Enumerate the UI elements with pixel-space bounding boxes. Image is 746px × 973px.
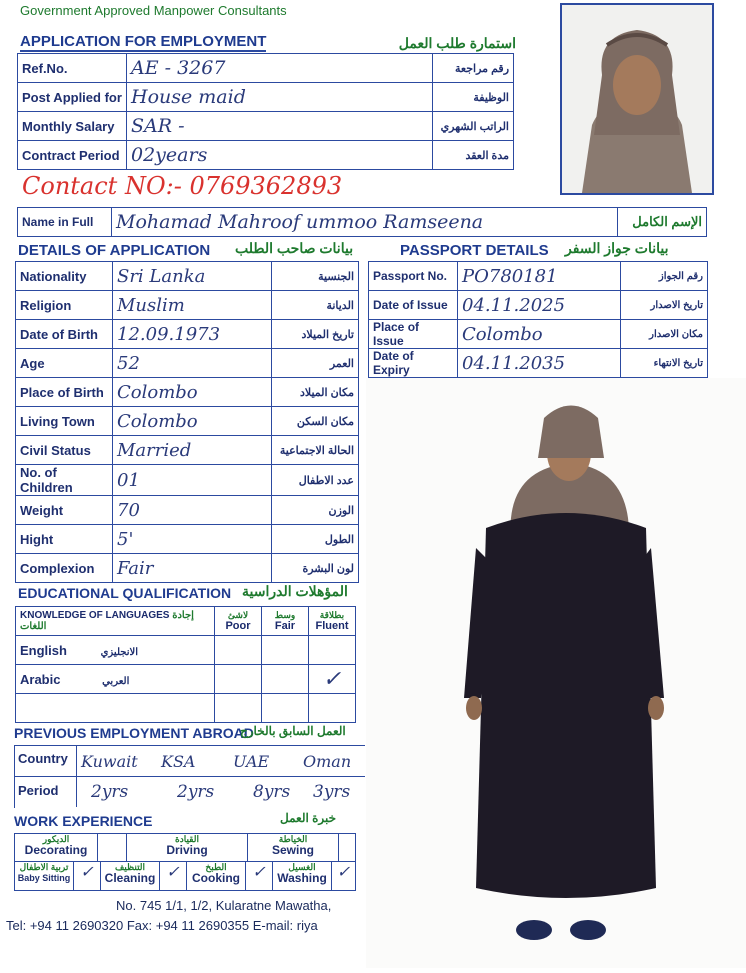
english-poor (215, 636, 262, 665)
table-row (369, 349, 708, 378)
country-3: UAE (233, 751, 270, 771)
passport-value: Colombo (458, 320, 621, 349)
fair-col (262, 607, 309, 636)
work-cleaning-label: Cleaning (104, 871, 156, 885)
table-row (16, 407, 359, 436)
table-row (16, 465, 359, 496)
post-value: House maid (127, 83, 433, 112)
prev-employment-box (14, 745, 365, 808)
period-row (15, 777, 365, 807)
empty-cell (309, 694, 356, 723)
english-fair (262, 636, 309, 665)
detail-label: Place of Birth (16, 378, 113, 407)
prev-title-ar: العمل السابق بالخارج (240, 724, 346, 738)
detail-label: Hight (16, 525, 113, 554)
detail-value: Muslim (113, 291, 272, 320)
salary-label: Monthly Salary (18, 112, 127, 141)
table-row (18, 112, 514, 141)
country-2: KSA (161, 751, 196, 771)
detail-label-ar: الحالة الاجتماعية (272, 436, 359, 465)
detail-label: Complexion (16, 554, 113, 583)
poor-label: Poor (225, 620, 251, 632)
table-row (18, 83, 514, 112)
footer-contact: Tel: +94 11 2690320 Fax: +94 11 2690355 E-mail: riya (6, 918, 318, 933)
work-title: WORK EXPERIENCE (14, 813, 153, 829)
work-cooking-label: Cooking (192, 871, 240, 885)
table-row (16, 665, 356, 694)
work-sewing-label: Sewing (271, 843, 314, 857)
detail-label: No. of Children (16, 465, 113, 496)
detail-value: Colombo (113, 378, 272, 407)
passport-value: 04.11.2025 (458, 291, 621, 320)
company-tagline: Government Approved Manpower Consultants (20, 3, 287, 18)
ref-label: Ref.No. (18, 54, 127, 83)
passport-value: 04.11.2035 (458, 349, 621, 378)
detail-label-ar: الديانة (272, 291, 359, 320)
detail-label-ar: الجنسية (272, 262, 359, 291)
work-cooking-ar: الطبخ (205, 862, 227, 872)
work-babysitting-ar: تربية الاطفال (19, 862, 69, 872)
salary-value: SAR - (127, 112, 433, 141)
country-row (15, 746, 365, 777)
country-4: Oman (303, 751, 352, 771)
work-row-2 (14, 861, 356, 891)
details-table (15, 261, 359, 583)
detail-label: Date of Birth (16, 320, 113, 349)
work-sewing-check (339, 834, 355, 862)
table-row (16, 694, 356, 723)
lang-header-cell (16, 607, 215, 636)
lang-arabic-label: Arabic (20, 671, 61, 687)
lang-arabic-ar: العربي (102, 675, 130, 687)
full-name-table (17, 207, 707, 237)
fluent-col (309, 607, 356, 636)
detail-label: Religion (16, 291, 113, 320)
table-row (18, 141, 514, 170)
work-driving (127, 834, 248, 862)
work-babysitting-check: ✓ (74, 862, 101, 890)
work-babysitting (15, 862, 74, 890)
fluent-ar: بطلاقة (319, 610, 345, 620)
passport-label: Place of Issue (369, 320, 458, 349)
table-row (16, 636, 356, 665)
work-cleaning-ar: التنظيف (114, 862, 146, 872)
work-cooking-check: ✓ (246, 862, 273, 890)
ref-value: AE - 3267 (127, 54, 433, 83)
work-driving-label: Driving (166, 843, 208, 857)
table-row (16, 436, 359, 465)
work-sewing-ar: الخياطة (278, 834, 308, 844)
form-title-ar: استمارة طلب العمل (398, 35, 516, 51)
work-washing-ar: الغسيل (288, 862, 316, 872)
detail-label-ar: الطول (272, 525, 359, 554)
detail-label-ar: العمر (272, 349, 359, 378)
lang-english-label: English (20, 642, 67, 658)
table-row (16, 378, 359, 407)
work-sewing (248, 834, 339, 862)
post-label-ar: الوظيفة (433, 83, 514, 112)
passport-title: PASSPORT DETAILS (400, 242, 549, 259)
work-washing (273, 862, 332, 890)
detail-label-ar: تاريخ الميلاد (272, 320, 359, 349)
detail-label: Nationality (16, 262, 113, 291)
table-row (369, 320, 708, 349)
contract-value: 02years (127, 141, 433, 170)
work-babysitting-label: Baby Sitting (17, 873, 71, 883)
portrait-photo (560, 3, 714, 195)
work-row-1 (14, 833, 356, 862)
detail-value: 01 (113, 465, 272, 496)
work-cleaning-check: ✓ (160, 862, 187, 890)
country-1: Kuwait (81, 751, 138, 771)
detail-value: 70 (113, 496, 272, 525)
salary-label-ar: الراتب الشهري (433, 112, 514, 141)
details-title-ar: بيانات صاحب الطلب (235, 240, 354, 256)
contact-number: Contact NO:- 0769362893 (22, 172, 343, 200)
prev-title: PREVIOUS EMPLOYMENT ABROAD (14, 725, 254, 741)
empty-cell (215, 694, 262, 723)
post-label: Post Applied for (18, 83, 127, 112)
table-row (16, 262, 359, 291)
arabic-fluent-check: ✓ (309, 665, 356, 694)
period-2: 2yrs (177, 782, 215, 802)
period-label: Period (15, 777, 77, 807)
empty-cell (16, 694, 215, 723)
work-washing-label: Washing (277, 871, 327, 885)
work-decorating-label: Decorating (24, 843, 88, 857)
table-row (369, 291, 708, 320)
work-cooking (187, 862, 246, 890)
detail-label-ar: عدد الاطفال (272, 465, 359, 496)
table-row (18, 54, 514, 83)
lang-header-ar: إجادة اللغات (20, 610, 194, 632)
full-name-label: Name in Full (18, 208, 112, 237)
fluent-label: Fluent (315, 620, 349, 632)
detail-label: Weight (16, 496, 113, 525)
period-1: 2yrs (91, 782, 129, 802)
work-title-ar: خبرة العمل (280, 811, 337, 825)
table-row (18, 208, 707, 237)
passport-label: Passport No. (369, 262, 458, 291)
passport-table (368, 261, 708, 378)
period-3: 8yrs (253, 782, 291, 802)
passport-label-ar: رقم الجواز (621, 262, 708, 291)
work-washing-check: ✓ (336, 862, 351, 881)
contract-label: Contract Period (18, 141, 127, 170)
passport-label-ar: تاريخ الاصدار (621, 291, 708, 320)
detail-label-ar: الوزن (272, 496, 359, 525)
languages-table (15, 606, 356, 723)
table-row (369, 262, 708, 291)
fair-label: Fair (274, 620, 296, 632)
portrait-figure-icon (562, 5, 712, 193)
detail-value: 52 (113, 349, 272, 378)
edu-title: EDUCATIONAL QUALIFICATION (18, 585, 232, 601)
poor-col (215, 607, 262, 636)
table-row (16, 320, 359, 349)
details-title: DETAILS OF APPLICATION (18, 242, 211, 259)
detail-value: Married (113, 436, 272, 465)
detail-label-ar: مكان السكن (272, 407, 359, 436)
lang-english (16, 636, 215, 665)
poor-ar: لاشئ (227, 610, 249, 620)
passport-value: PO780181 (458, 262, 621, 291)
detail-label-ar: مكان الميلاد (272, 378, 359, 407)
detail-value: Sri Lanka (113, 262, 272, 291)
header-table (17, 53, 514, 170)
full-name-label-ar: الإسم الكامل (618, 208, 707, 237)
detail-label-ar: لون البشرة (272, 554, 359, 583)
contract-label-ar: مدة العقد (433, 141, 514, 170)
detail-value: Fair (113, 554, 272, 583)
work-decorating-check (98, 834, 127, 862)
address: No. 745 1/1, 1/2, Kularatne Mawatha, (116, 898, 332, 913)
detail-value: 12.09.1973 (113, 320, 272, 349)
arabic-fair (262, 665, 309, 694)
english-fluent (309, 636, 356, 665)
detail-label: Living Town (16, 407, 113, 436)
passport-title-ar: بيانات جواز السفر (565, 240, 669, 256)
table-row (16, 554, 359, 583)
work-driving-ar: القيادة (175, 834, 199, 844)
detail-label: Civil Status (16, 436, 113, 465)
detail-label: Age (16, 349, 113, 378)
passport-label: Date of Issue (369, 291, 458, 320)
period-4: 3yrs (313, 782, 351, 802)
passport-label-ar: مكان الاصدار (621, 320, 708, 349)
country-label: Country (15, 746, 77, 776)
table-row (16, 607, 356, 636)
work-cleaning (101, 862, 160, 890)
table-row (16, 291, 359, 320)
ref-label-ar: رقم مراجعة (433, 54, 514, 83)
fair-ar: وسط (274, 610, 296, 620)
arabic-poor (215, 665, 262, 694)
passport-label-ar: تاريخ الانتهاء (621, 349, 708, 378)
passport-label: Date of Expiry (369, 349, 458, 378)
table-row (16, 349, 359, 378)
table-row (16, 496, 359, 525)
empty-cell (262, 694, 309, 723)
detail-value: 5' (113, 525, 272, 554)
work-decorating (15, 834, 98, 862)
lang-header-label: KNOWLEDGE OF LANGUAGES (20, 610, 170, 621)
lang-arabic (16, 665, 215, 694)
full-body-figure-icon (366, 378, 746, 968)
work-decorating-ar: الديكور (42, 834, 70, 844)
table-row (16, 525, 359, 554)
edu-title-ar: المؤهلات الدراسية (242, 583, 348, 599)
lang-english-ar: الانجليزي (100, 646, 138, 658)
full-body-photo (366, 378, 746, 968)
detail-value: Colombo (113, 407, 272, 436)
form-title: APPLICATION FOR EMPLOYMENT (20, 33, 267, 50)
full-name-value: Mohamad Mahroof ummoo Ramseena (112, 208, 618, 237)
